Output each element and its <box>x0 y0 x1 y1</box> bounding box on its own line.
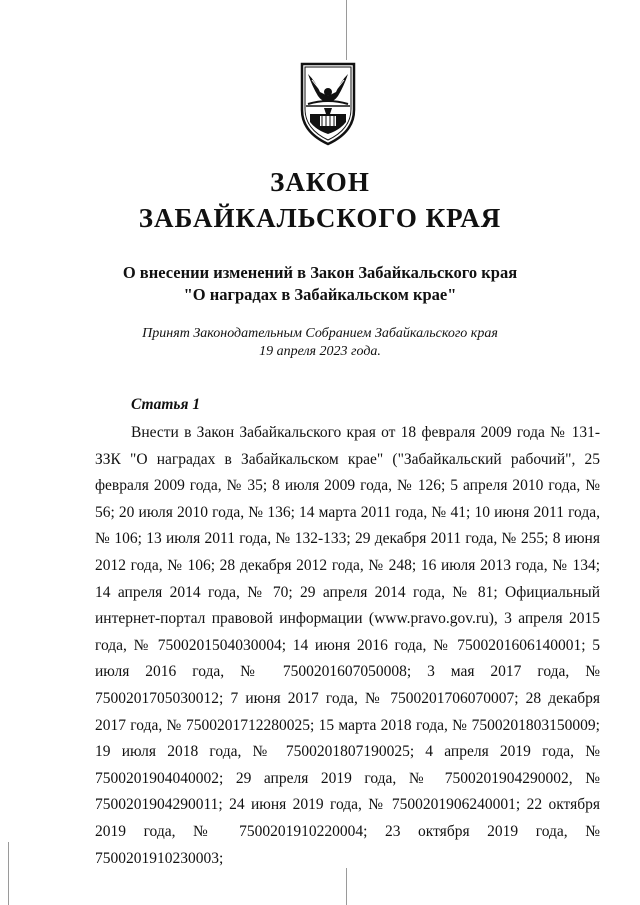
scan-line <box>8 842 9 905</box>
coat-of-arms-icon <box>296 60 360 146</box>
law-region-title: ЗАБАЙКАЛЬСКОГО КРАЯ <box>138 203 502 233</box>
article-body-text: Внести в Закон Забайкальского края от 18 февраля 2009 года № 131-ЗЗК "О наградах в Забайкальском крае" ("Забайкальский рабочий", 25 февраля 2009 года, № 35; 8 июля 2009 года, № 126; 5 апреля 2010 года, № 56; 20 июля 2010 года, № 136; 14 марта 2011 года, № 41; 10 июня 2011 года, № 106; 13 июля 2011 года, № 132-133; 29 декабря 2011 года, № 255; 8 июня 2012 года, № 106; 28 декабря 2012 года, № 248; 16 июля 2013 года, № 134; 14 апреля 2014 года, № 70; 29 апреля 2014 года, № 81; Официальный интернет-портал правовой информации (www.pravo.gov.ru), 3 апреля 2015 года, № 7500201504030004; 14 июня 2016 года, № 7500201606140001; 5 июля 2016 года, № 7500201607050008; 3 мая 2017 года, № 7500201705030012; 7 июня 2017 года, № 7500201706070007; 28 декабря 2017 года, № 7500201712280025; 15 марта 2018 года, № 7500201803150009; 19 июля 2018 года, № 7500201807190025; 4 апреля 2019 года, № 7500201904040002; 29 апреля 2019 года, № 7500201904290002, № 7500201904290011; 24 июня 2019 года, № 7500201906240001; 22 октября 2019 года, № 7500201910220004; 23 октября 2019 года, № 7500201910230003; <box>95 424 600 867</box>
law-subtitle-line1: О внесении изменений в Закон Забайкальского края <box>122 263 518 282</box>
law-title: ЗАКОН <box>270 167 370 197</box>
law-subtitle-line2: "О наградах в Забайкальском крае" <box>183 285 457 304</box>
adoption-note-line2: 19 апреля 2023 года. <box>259 344 381 359</box>
scan-line <box>346 868 347 905</box>
article-heading: Статья 1 <box>131 396 201 413</box>
adoption-note-line1: Принят Законодательным Собранием Забайкальского края <box>142 326 498 341</box>
scan-line <box>346 0 347 60</box>
